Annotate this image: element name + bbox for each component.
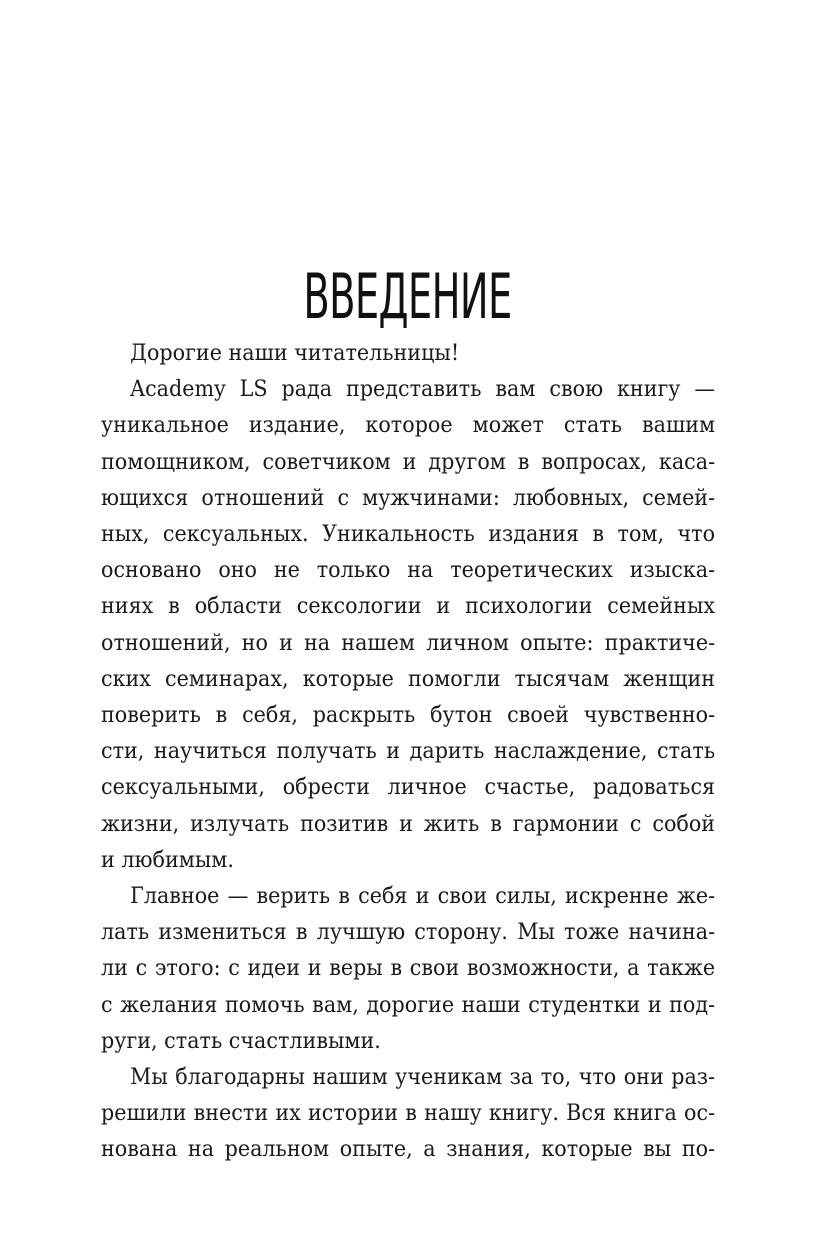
text-line: Academy LS рада представить вам свою книгу — <box>130 377 716 403</box>
text-line: нована на реальном опыте, а знания, которые вы по- <box>101 1137 716 1163</box>
paragraph-main <box>101 879 715 1060</box>
text-line: решили внести их истории в нашу книгу. Вся книга ос- <box>101 1101 716 1127</box>
paragraph-thanks <box>101 1060 715 1169</box>
text-line: сексуальными, обрести личное счастье, радоваться <box>101 775 716 801</box>
text-line: и любимым. <box>101 847 234 873</box>
chapter-title: ВВЕДЕНИЕ <box>303 260 512 333</box>
text-line: Дорогие наши читательницы! <box>130 341 460 366</box>
text-line: ных, сексуальных. Уникальность издания в том, что <box>101 522 716 548</box>
text-line: Мы благодарны нашим ученикам за то, что они раз- <box>130 1065 716 1091</box>
paragraph-intro <box>101 372 715 879</box>
text-line: сти, научиться получать и дарить наслаждение, стать <box>101 739 716 765</box>
text-line: уникальное издание, которое может стать вашим <box>101 413 716 439</box>
text-line: ли с этого: с идеи и веры в свои возможности, а также <box>101 956 716 982</box>
text-line: Главное — верить в себя и свои силы, искренне же- <box>130 884 716 910</box>
text-line: лать измениться в лучшую сторону. Мы тоже начина- <box>101 920 716 946</box>
text-line: жизни, излучать позитив и жить в гармонии с собой <box>101 811 716 837</box>
body-text <box>101 336 715 1169</box>
text-line: отношений, но и на нашем личном опыте: практиче- <box>101 630 716 656</box>
text-line: с желания помочь вам, дорогие наши студентки и под- <box>101 992 716 1018</box>
text-line: ских семинарах, которые помогли тысячам женщин <box>101 666 716 692</box>
text-line: ниях в области сексологии и психологии семейных <box>101 594 716 620</box>
text-line: поверить в себя, раскрыть бутон своей чувственно- <box>101 703 716 729</box>
text-line: основано оно не только на теоретических изыска- <box>101 558 716 584</box>
paragraph-greeting <box>101 336 715 372</box>
text-line: ющихся отношений с мужчинами: любовных, семей- <box>101 485 716 511</box>
text-line: помощником, советчиком и другом в вопросах, каса- <box>101 449 716 475</box>
text-line: руги, стать счастливыми. <box>101 1028 381 1054</box>
